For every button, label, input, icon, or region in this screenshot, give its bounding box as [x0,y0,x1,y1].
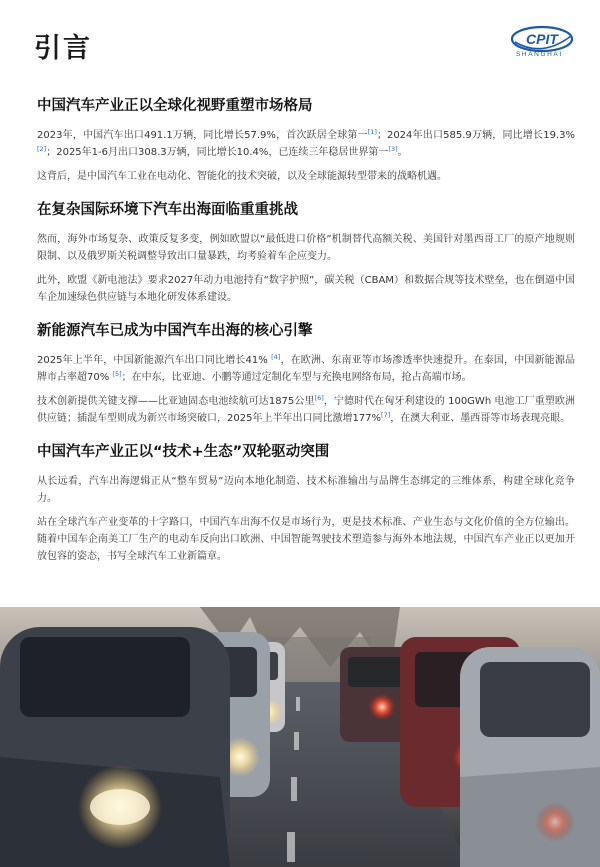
section-heading: 在复杂国际环境下汽车出海面临重重挑战 [37,202,298,218]
paragraph [37,514,575,565]
paragraph-text: ，宁德时代在匈牙利建设的 100GWh 电池工厂重塑欧洲供应链；插混车型则成为新兴市场突破口，2025年上半年出口同比激增177% [37,396,575,424]
paragraph-text: 从长远看，汽车出海逻辑正从“整车贸易”迈向本地化制造、技术标准输出与品牌生态绑定的三维体系，构建全球化竞争力。 [37,476,575,504]
paragraph [37,473,575,507]
paragraph-text: ；2024年出口585.9万辆，同比增长19.3% [376,130,575,141]
paragraph [37,231,575,265]
paragraph-text: 站在全球汽车产业变革的十字路口，中国汽车出海不仅是市场行为，更是技术标准、产业生态与文化价值的全方位输出。随着中国车企南美工厂生产的电动车反向出口欧洲、中国智能驾驶技术塑造参与海外本地法规，中国汽车产业正以更加开放包容的姿态，书写全球汽车工业新篇章。 [37,517,575,562]
section-3 [37,321,575,427]
page-title: 引言 [34,33,92,64]
paragraph [37,168,575,185]
paragraph [37,272,575,306]
paragraph-text: 此外，欧盟《新电池法》要求2027年动力电池持有“数字护照”，碳关税（CBAM）和数据合规等技术壁垒，也在倒逼中国车企加速绿色供应链与本地化研发体系建设。 [37,275,575,303]
traffic-jam-photo [0,607,600,867]
article-body [37,96,575,580]
logo-text: CPIT [526,31,558,47]
section-heading: 新能源汽车已成为中国汽车出海的核心引擎 [37,323,313,339]
paragraph-text: 这背后，是中国汽车工业在电动化、智能化的技术突破，以及全球能源转型带来的战略机遇。 [37,171,447,182]
citation-ref[interactable]: [7] [381,411,391,419]
section-2 [37,200,575,306]
logo-subtitle: SHANGHAI [516,51,563,58]
section-heading: 中国汽车产业正以“技术+生态”双轮驱动突围 [37,444,330,460]
paragraph-text: ，在澳大利亚、墨西哥等市场表现亮眼。 [390,413,571,424]
citation-ref[interactable]: [5] [112,370,122,378]
citation-ref[interactable]: [4] [271,353,281,361]
section-heading: 中国汽车产业正以全球化视野重塑市场格局 [37,98,313,114]
paragraph-text: 2025年上半年，中国新能源汽车出口同比增长41% [37,355,272,366]
paragraph-text: 技术创新提供关键支撑——比亚迪固态电池续航可达1875公里 [37,396,315,407]
paragraph-text: 2023年，中国汽车出口491.1万辆，同比增长57.9%，首次跃居全球第一 [37,130,368,141]
paragraph-text: 。 [397,147,408,158]
citation-ref[interactable]: [2] [37,145,47,153]
paragraph-text: ，在欧洲、东南亚等市场渗透率快速提升。在泰国，中国新能源品牌市占率超70% [37,355,576,383]
citation-ref[interactable]: [1] [367,128,377,136]
paragraph [37,393,575,427]
paragraph [37,352,575,386]
citation-ref[interactable]: [6] [314,394,324,402]
paragraph-text: 然而，海外市场复杂、政策反复多变，例如欧盟以“最低进口价格”机制替代高额关税、美国针对墨西哥工厂的原产地规则限制、以及俄罗斯关税调整导致出口量暴跌，均考验着车企应变力。 [37,234,575,262]
paragraph-text: ；在中东，比亚迪、小鹏等通过定制化车型与充换电网络布局，抢占高端市场。 [121,372,472,383]
citation-ref[interactable]: [3] [388,145,398,153]
paragraph [37,127,575,161]
paragraph-text: ；2025年1-6月出口308.3万辆，同比增长10.4%，已连续三年稳居世界第一 [46,147,389,158]
section-4 [37,442,575,565]
section-1 [37,96,575,185]
